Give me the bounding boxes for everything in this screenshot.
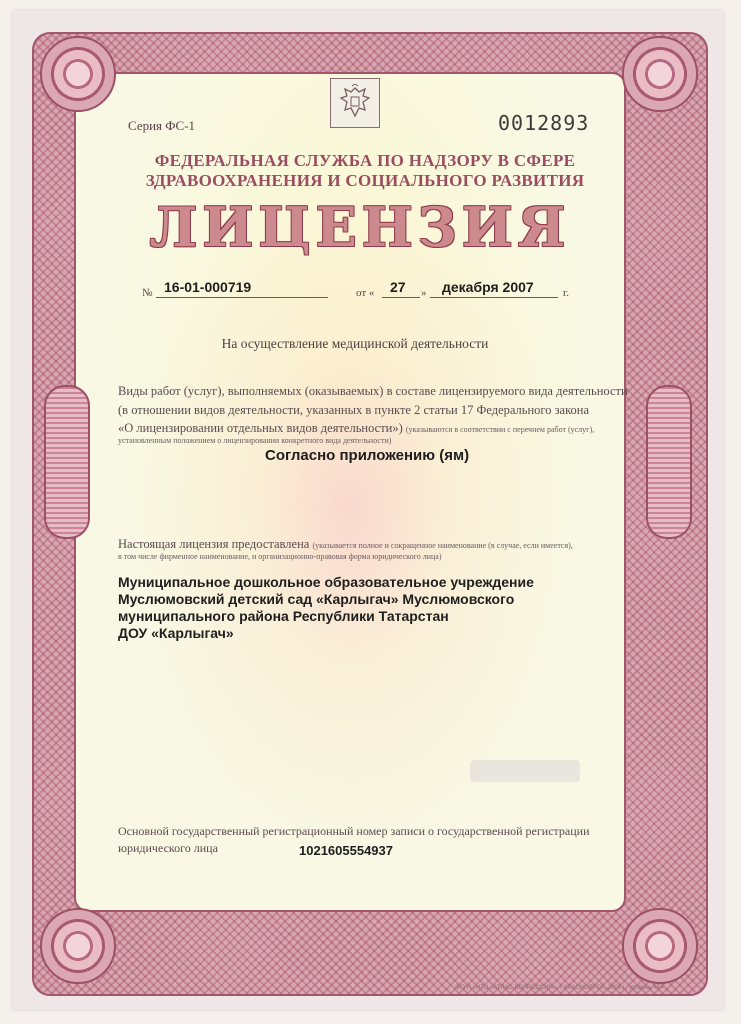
licensee-name — [118, 574, 534, 642]
granted-note-2: в том числе фирменное наименование, и организационно-правовая форма юридического лица) — [118, 552, 442, 561]
activity-type: На осуществление медицинской деятельности — [221, 336, 489, 351]
works-line-4-note: установленным положением о лицензировании конкретного вида деятельности) — [118, 436, 392, 445]
document-title: ЛИЦЕНЗИЯ — [149, 195, 571, 259]
date-prefix: от « — [356, 287, 375, 299]
number-underline — [156, 297, 328, 298]
granted-note-1: (указывается полное и сокращенное наименование (в случае, если имеется), — [312, 541, 573, 550]
date-day: 27 — [390, 279, 406, 295]
licensee-line-3: муниципального района Республики Татарстан — [118, 608, 449, 624]
works-line-3-main: «О лицензировании отдельных видов деятельности») — [118, 421, 403, 435]
issuing-agency — [100, 151, 630, 191]
licensee-line-4: ДОУ «Карлыгач» — [118, 625, 234, 641]
license-number: 16-01-000719 — [164, 279, 252, 295]
works-line-2: (в отношении видов деятельности, указанных в пункте 2 статьи 17 Федерального закона — [118, 403, 590, 417]
granted-line — [118, 537, 573, 552]
ogrn-line-2: юридического лица — [118, 841, 218, 855]
granted-main: Настоящая лицензия предоставлена — [118, 537, 310, 551]
number-prefix: № — [142, 287, 153, 299]
printer-note: ФГУП «НТЦ «АТЛАС-ВОЛРОССИЯ», г. КРАСНОЯРСК, 2006 г., уровень «Б» — [455, 985, 665, 991]
date-mid: » — [421, 287, 427, 299]
ogrn-value: 1021605554937 — [299, 843, 393, 858]
works-line-3 — [118, 421, 594, 436]
date-suffix: г. — [563, 287, 570, 299]
ogrn-line-1: Основной государственный регистрационный номер записи о государственной регистрации — [118, 824, 590, 838]
date-day-underline — [382, 297, 420, 298]
coat-of-arms-icon — [330, 78, 380, 128]
works-line-1: Виды работ (услуг), выполняемых (оказываемых) в составе лицензируемого вида деятельности — [118, 384, 628, 398]
faint-stamp — [470, 760, 580, 782]
licensee-line-2: Муслюмовский детский сад «Карлыгач» Муслюмовского — [118, 591, 515, 607]
agency-line-2: ЗДРАВООХРАНЕНИЯ И СОЦИАЛЬНОГО РАЗВИТИЯ — [145, 171, 585, 190]
works-value: Согласно приложению (ям) — [265, 447, 470, 464]
series-label: Серия ФС-1 — [128, 118, 196, 133]
licensee-line-1: Муниципальное дошкольное образовательное учреждение — [118, 574, 534, 590]
works-line-3-note: (указываются в соответствии с перечнем работ (услуг), — [405, 425, 595, 434]
date-month-year: декабря 2007 — [442, 279, 534, 295]
date-month-underline — [430, 297, 558, 298]
agency-line-1: ФЕДЕРАЛЬНАЯ СЛУЖБА ПО НАДЗОРУ В СФЕРЕ — [154, 151, 576, 170]
serial-number: 0012893 — [498, 111, 590, 135]
